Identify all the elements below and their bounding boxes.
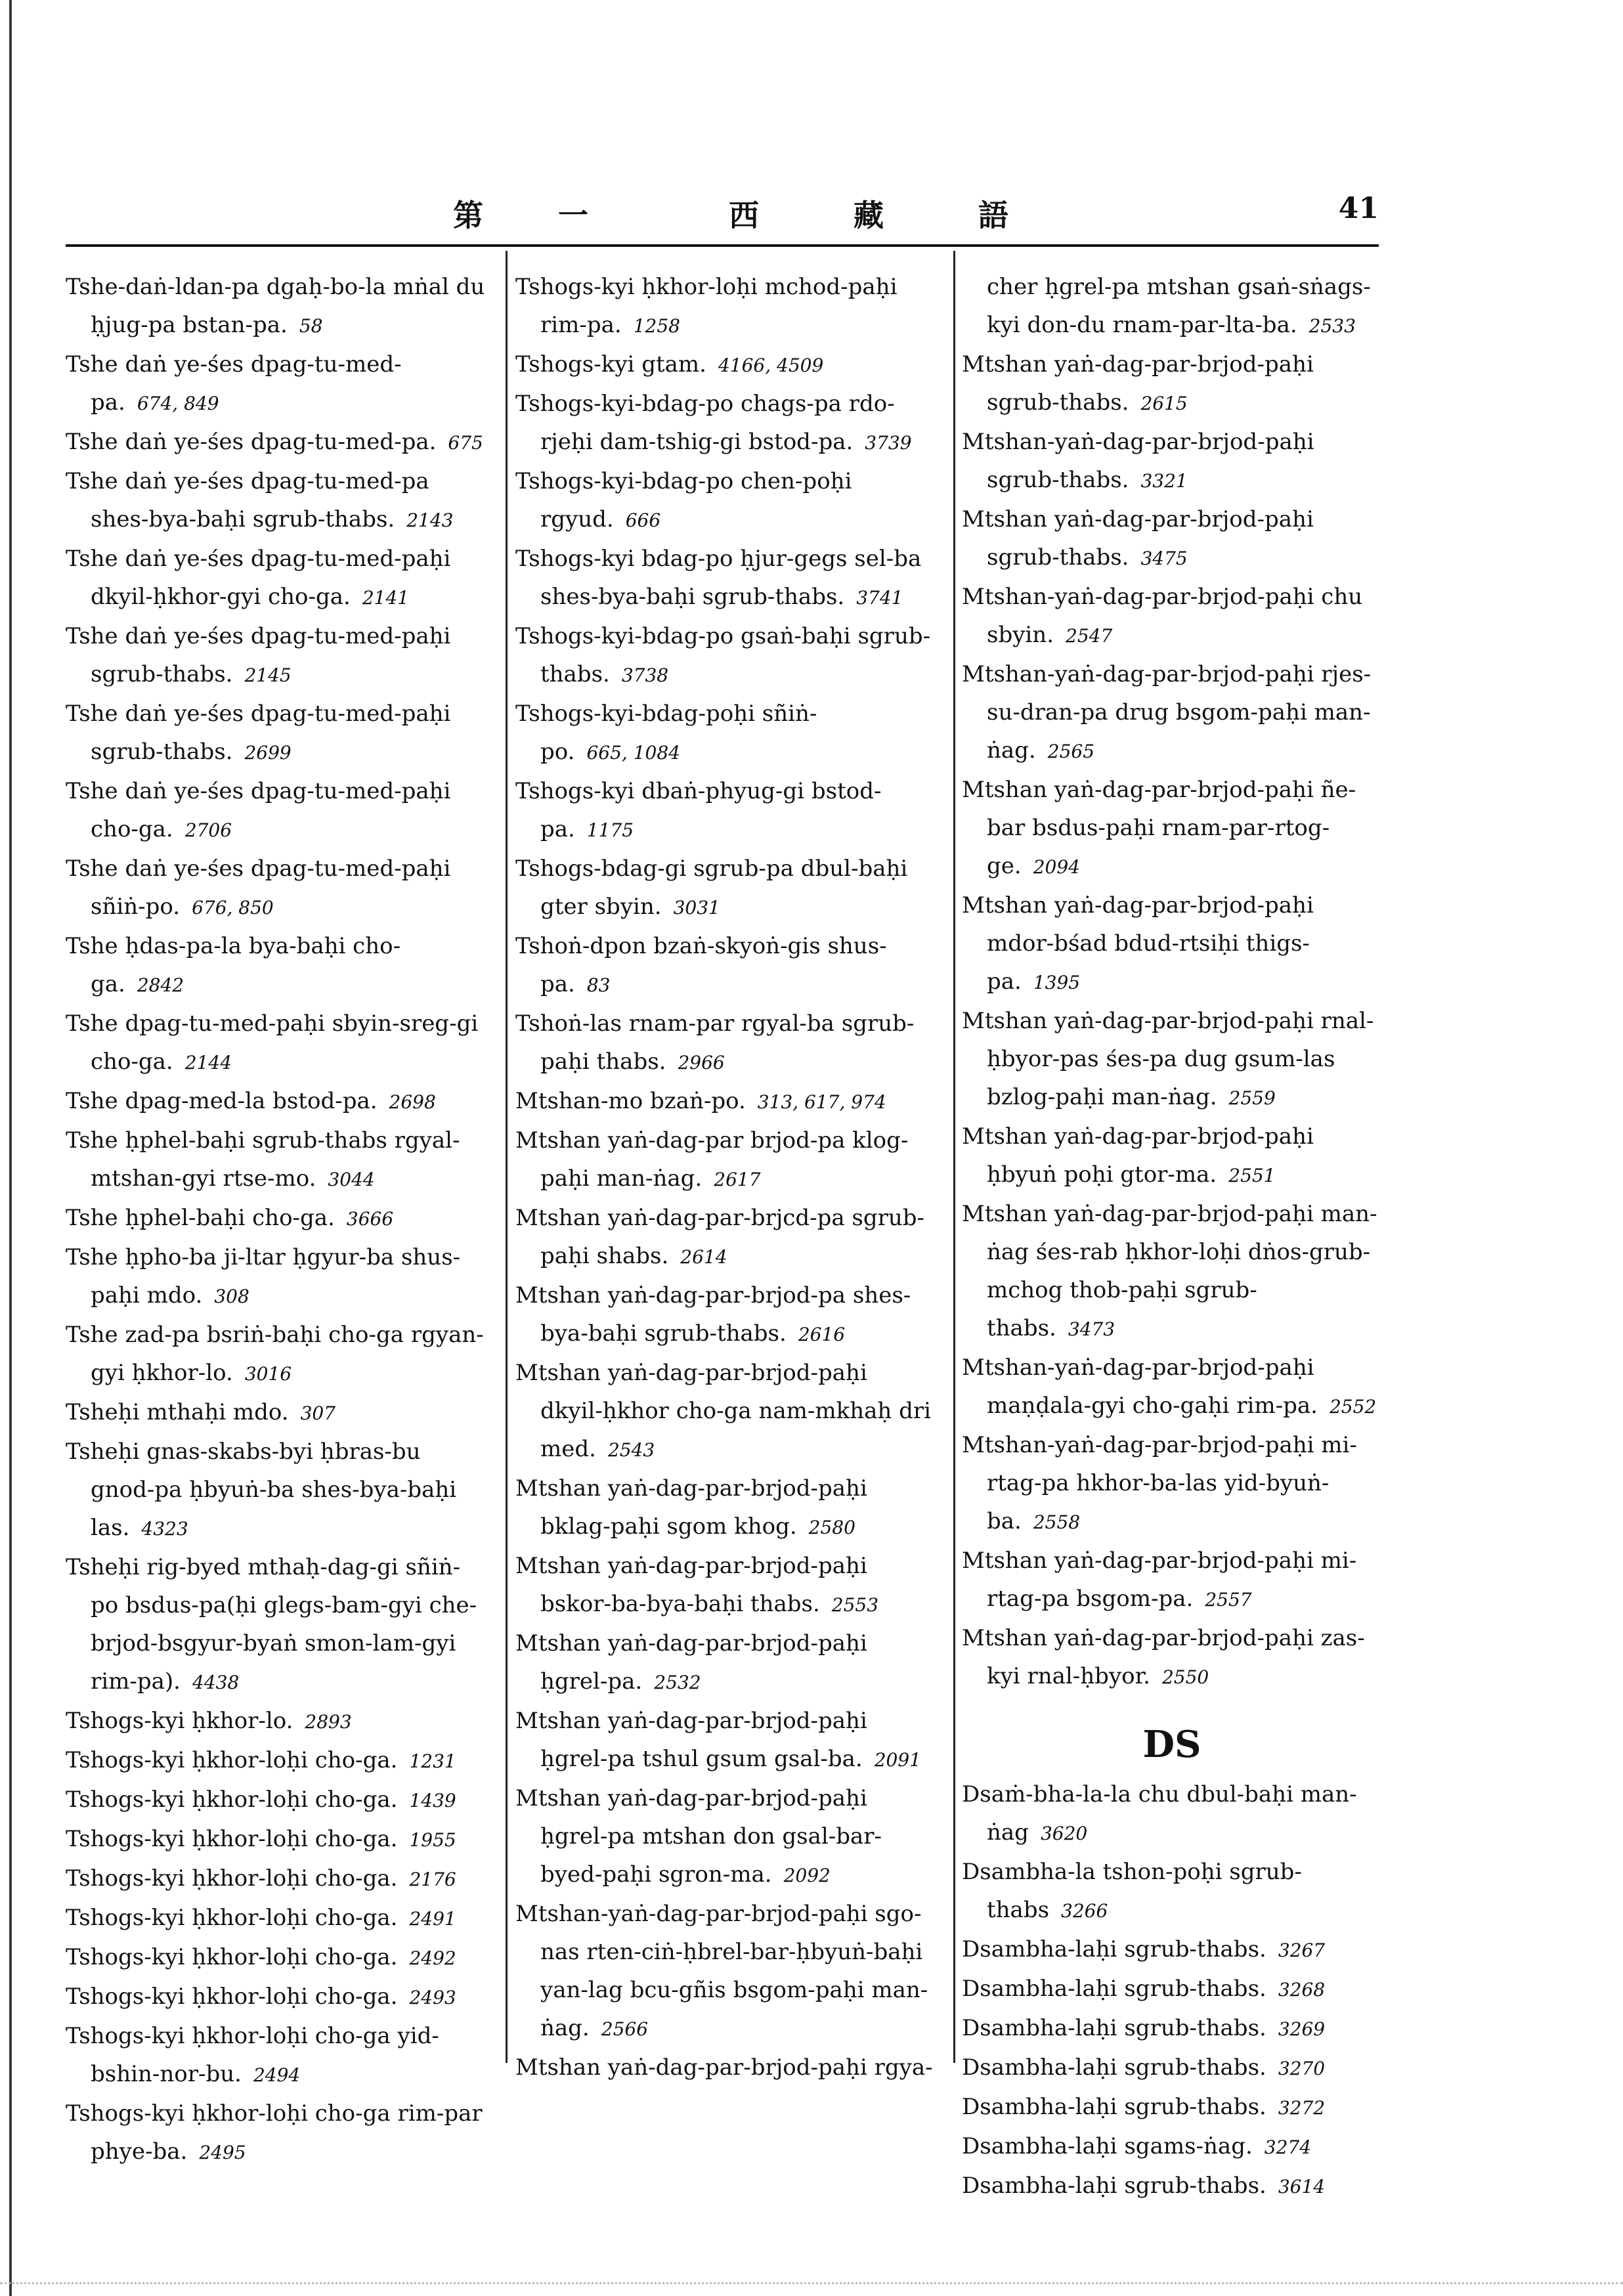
entry-title: Tshe daṅ ye-śes dpag-tu-med-paḥi sgrub-thabs. <box>66 623 451 687</box>
index-entry <box>66 423 486 462</box>
index-entry <box>962 1002 1382 1117</box>
entry-number: 1955 <box>409 1829 456 1851</box>
entry-number: 3044 <box>328 1169 375 1190</box>
entry-title: Mtshan yaṅ-dag-par-brjod-paḥi zas-kyi rnal-ḥbyor. <box>962 1625 1365 1689</box>
entry-title: Tshogs-kyi-bdag-poḥi sñiṅ-po. <box>515 701 817 765</box>
entry-title: Tsheḥi mthaḥi mdo. <box>66 1399 289 1425</box>
entry-title: Mtshan-yaṅ-dag-par-brjod-paḥi sgrub-thabs. <box>962 429 1314 493</box>
entry-title: Tshe ḥphel-baḥi sgrub-thabs rgyal-mtshan-gyi rtse-mo. <box>66 1127 460 1192</box>
entry-title: Tshogs-kyi ḥkhor-loḥi cho-ga. <box>66 1944 398 1970</box>
index-entry <box>515 385 936 462</box>
entry-title: Dsambha-laḥi sgrub-thabs. <box>962 1936 1266 1962</box>
entry-number: 2176 <box>409 1869 456 1890</box>
entry-number: 3475 <box>1140 548 1188 569</box>
entry-title: Tshogs-kyi ḥkhor-loḥi cho-ga. <box>66 1826 398 1852</box>
entry-number: 2091 <box>874 1749 921 1771</box>
entry-number: 2557 <box>1205 1589 1252 1611</box>
entry-title: Tshogs-kyi ḥkhor-loḥi cho-ga. <box>66 1905 398 1931</box>
entry-title: Mtshan yaṅ-dag-par-brjcd-pa sgrub-paḥi shabs. <box>515 1205 925 1269</box>
entry-number: 4166, 4509 <box>718 355 824 376</box>
entry-number: 83 <box>586 974 611 996</box>
index-column-1 <box>66 268 486 2172</box>
entry-title: Mtshan-yaṅ-dag-par-brjod-paḥi maṇḍala-gyi cho-gaḥi rim-pa. <box>962 1354 1318 1419</box>
entry-title: Tshogs-kyi ḥkhor-loḥi mchod-paḥi rim-pa. <box>515 274 898 338</box>
entry-title: Dsambha-laḥi sgrub-thabs. <box>962 2173 1266 2199</box>
entry-number: 2842 <box>137 974 184 996</box>
header-char: 語 <box>978 198 1008 233</box>
column-divider <box>506 251 508 2063</box>
entry-number: 3274 <box>1264 2136 1312 2158</box>
entry-number: 308 <box>214 1286 249 1307</box>
entry-number: 666 <box>625 509 661 531</box>
entry-title: Mtshan yaṅ-dag-par-brjod-paḥi mi-rtag-pa bsgom-pa. <box>962 1548 1357 1612</box>
entry-number: 2550 <box>1161 1666 1209 1688</box>
index-entry <box>66 1199 486 1238</box>
index-entry <box>515 617 936 695</box>
index-entry <box>515 1276 936 1354</box>
index-entry <box>962 268 1382 345</box>
entry-title: Tshogs-kyi ḥkhor-loḥi cho-ga. <box>66 1787 398 1813</box>
entry-title: Dsambha-laḥi sgrub-thabs. <box>962 2054 1266 2081</box>
entry-number: 2533 <box>1309 315 1356 337</box>
index-entry <box>515 1199 936 1276</box>
index-entry <box>66 2017 486 2094</box>
entry-title: Mtshan yaṅ-dag-par-brjod-paḥi bskor-ba-bya-baḥi thabs. <box>515 1553 867 1617</box>
entry-title: Tshogs-kyi ḥkhor-lo. <box>66 1708 293 1734</box>
entry-title: Dsambha-laḥi sgrub-thabs. <box>962 1976 1266 2002</box>
index-entry <box>66 1121 486 1199</box>
entry-title: Tshogs-kyi ḥkhor-loḥi cho-ga rim-par phye-ba. <box>66 2100 483 2165</box>
entry-title: Mtshan yaṅ-dag-par-brjod-paḥi ḥgrel-pa. <box>515 1630 867 1695</box>
index-column-3 <box>962 268 1382 2206</box>
entry-title: Tshe-daṅ-ldan-pa dgaḥ-bo-la mṅal du ḥjug-pa bstan-pa. <box>66 274 485 338</box>
entry-title: Tshe dpag-tu-med-paḥi sbyin-sreg-gi cho-ga. <box>66 1010 479 1075</box>
entry-number: 1231 <box>409 1750 456 1772</box>
index-entry <box>515 1547 936 1624</box>
index-entry <box>515 462 936 540</box>
index-entry <box>66 617 486 695</box>
index-entry <box>66 850 486 927</box>
entry-title: Mtshan yaṅ-dag-par-brjod-paḥi ḥbyuṅ poḥi gtor-ma. <box>962 1123 1314 1188</box>
index-entry <box>962 1195 1382 1349</box>
header-char: 藏 <box>854 198 884 233</box>
index-entry <box>66 1741 486 1781</box>
entry-number: 3031 <box>673 897 720 919</box>
index-entry <box>515 540 936 617</box>
index-entry <box>66 1393 486 1433</box>
entry-title: Tshe daṅ ye-śes dpag-tu-med-paḥi cho-ga. <box>66 778 451 842</box>
index-entry <box>962 1619 1382 1697</box>
entry-number: 2614 <box>680 1246 727 1268</box>
entry-number: 313, 617, 974 <box>757 1091 886 1113</box>
index-entry <box>962 423 1382 500</box>
header-char: 一 <box>558 198 588 233</box>
index-entry <box>962 1349 1382 1426</box>
index-entry <box>962 2009 1382 2048</box>
index-entry <box>66 1702 486 1741</box>
entry-title: Tshogs-kyi ḥkhor-loḥi cho-ga yid-bshin-nor-bu. <box>66 2023 439 2087</box>
index-entry <box>962 771 1382 886</box>
entry-title: Dsambha-laḥi sgams-ṅag. <box>962 2133 1253 2159</box>
entry-number: 3614 <box>1278 2176 1326 2198</box>
index-entry <box>66 1938 486 1978</box>
entry-number: 2493 <box>409 1987 456 2008</box>
index-entry <box>66 1781 486 1820</box>
entry-title: Tshogs-kyi-bdag-po chen-poḥi rgyud. <box>515 468 852 532</box>
index-entry <box>515 1469 936 1547</box>
entry-number: 2144 <box>184 1052 232 1073</box>
entry-number: 2532 <box>654 1672 701 1693</box>
entry-title: Tshogs-bdag-gi sgrub-pa dbul-baḥi gter sbyin. <box>515 856 908 920</box>
entry-number: 3666 <box>346 1208 394 1230</box>
entry-title: Tshogs-kyi ḥkhor-loḥi cho-ga. <box>66 1865 398 1892</box>
index-entry <box>962 1542 1382 1619</box>
entry-title: Dsambha-laḥi sgrub-thabs. <box>962 2094 1266 2120</box>
entry-number: 2143 <box>406 509 454 531</box>
index-entry <box>962 1775 1382 1853</box>
index-entry <box>66 1899 486 1938</box>
index-entry <box>66 540 486 617</box>
index-entry <box>962 345 1382 423</box>
index-column-2 <box>515 268 936 2087</box>
entry-number: 1439 <box>409 1790 456 1811</box>
entry-title: Tshe ḥphel-baḥi cho-ga. <box>66 1205 335 1231</box>
entry-title: Tshogs-kyi-bdag-po gsaṅ-baḥi sgrub-thabs. <box>515 623 931 687</box>
index-entry <box>66 1082 486 1121</box>
index-entry <box>515 772 936 850</box>
entry-title: Mtshan-yaṅ-dag-par-brjod-paḥi chu sbyin. <box>962 584 1363 648</box>
index-entry <box>962 1970 1382 2009</box>
entry-title: Tshogs-kyi ḥkhor-loḥi cho-ga. <box>66 1747 398 1773</box>
entry-number: 675 <box>448 432 483 454</box>
entry-title: Tshoṅ-las rnam-par rgyal-ba sgrub-paḥi thabs. <box>515 1010 915 1075</box>
index-entry <box>66 1316 486 1393</box>
entry-number: 2698 <box>389 1091 436 1113</box>
entry-title: Tshe daṅ ye-śes dpag-tu-med-pa. <box>66 351 402 416</box>
entry-number: 2491 <box>409 1908 456 1930</box>
entry-number: 3620 <box>1040 1823 1088 1844</box>
entry-title: Mtshan yaṅ-dag-par-brjod-paḥi rnal-ḥbyor-pas śes-pa dug gsum-las bzlog-paḥi man-ṅag. <box>962 1008 1374 1110</box>
entry-title: Mtshan yaṅ-dag-par-brjod-paḥi sgrub-thabs. <box>962 506 1314 571</box>
index-entry <box>515 1895 936 2048</box>
entry-number: 2543 <box>607 1439 655 1461</box>
entry-number: 4323 <box>141 1518 188 1540</box>
entry-title: Mtshan yaṅ-dag-par brjod-pa klog-paḥi man-ṅag. <box>515 1127 909 1192</box>
entry-number: 2495 <box>199 2142 246 2163</box>
entry-number: 2141 <box>362 587 410 609</box>
entry-number: 2094 <box>1033 856 1080 878</box>
entry-title: Dsambha-la tshon-poḥi sgrub-thabs <box>962 1859 1302 1923</box>
entry-number: 3473 <box>1068 1318 1115 1340</box>
entry-number: 3739 <box>865 432 912 454</box>
entry-number: 2553 <box>831 1594 879 1616</box>
index-entry <box>962 1930 1382 1970</box>
entry-title: Mtshan yaṅ-dag-par-brjod-paḥi mdor-bśad bdud-rtsiḥi thigs-pa. <box>962 892 1314 995</box>
entry-number: 3267 <box>1278 1939 1326 1961</box>
entry-number: 2559 <box>1228 1087 1276 1109</box>
column-divider <box>953 251 955 2063</box>
entry-title: Tshogs-kyi ḥkhor-loḥi cho-ga. <box>66 1983 398 2010</box>
index-entry <box>962 1426 1382 1542</box>
entry-number: 3016 <box>244 1363 292 1385</box>
index-entry <box>66 927 486 1005</box>
entry-title: Mtshan yaṅ-dag-par-brjod-paḥi ḥgrel-pa mtshan don gsal-bar-byed-paḥi sgron-ma. <box>515 1785 882 1888</box>
entry-number: 2617 <box>714 1169 761 1190</box>
index-entry <box>515 1702 936 1779</box>
index-entry <box>515 1082 936 1121</box>
entry-title: Tshogs-kyi-bdag-po chags-pa rdo-rjeḥi dam-tshig-gi bstod-pa. <box>515 391 895 455</box>
entry-number: 2966 <box>678 1052 725 1073</box>
index-entry <box>515 1624 936 1702</box>
index-entry <box>515 1005 936 1082</box>
entry-number: 2893 <box>305 1711 352 1733</box>
entry-number: 1258 <box>633 315 680 337</box>
index-entry <box>515 1779 936 1895</box>
index-entry <box>962 500 1382 578</box>
entry-title: Tshe daṅ ye-śes dpag-tu-med-paḥi sgrub-thabs. <box>66 701 451 765</box>
index-entry <box>66 1978 486 2017</box>
entry-number: 2092 <box>783 1865 831 1886</box>
index-entry <box>515 268 936 345</box>
entry-title: Tsheḥi rig-byed mthaḥ-dag-gi sñiṅ-po bsdus-pa(ḥi glegs-bam-gyi che-brjod-bsgyur-byaṅ smon-lam-gyi rim-pa). <box>66 1554 477 1695</box>
entry-title: Mtshan yaṅ-dag-par-brjod-paḥi ñe-bar bsdus-paḥi rnam-par-rtog-ge. <box>962 777 1356 879</box>
entry-title: Mtshan-yaṅ-dag-par-brjod-paḥi rjes-su-dran-pa drug bsgom-paḥi man-ṅag. <box>962 661 1372 764</box>
index-entry <box>962 2048 1382 2088</box>
entry-number: 2706 <box>184 819 232 841</box>
entry-title: Mtshan yaṅ-dag-par-brjod-paḥi sgrub-thabs. <box>962 351 1314 416</box>
index-entry <box>962 1117 1382 1195</box>
entry-title: Tshe daṅ ye-śes dpag-tu-med-pa shes-bya-baḥi sgrub-thabs. <box>66 468 429 532</box>
entry-title: Mtshan yaṅ-dag-par-brjod-paḥi man-ṅag śes-rab ḥkhor-loḥi dṅos-grub-mchog thob-paḥi sgrub-thabs. <box>962 1201 1377 1341</box>
entry-title: Tshe daṅ ye-śes dpag-tu-med-paḥi dkyil-ḥkhor-gyi cho-ga. <box>66 546 451 610</box>
entry-title: Mtshan yaṅ-dag-par-brjod-paḥi rgya- <box>515 2054 933 2081</box>
entry-number: 3269 <box>1278 2018 1326 2040</box>
index-entry <box>515 695 936 772</box>
entry-number: 3321 <box>1140 470 1188 492</box>
entry-title: Tshe ḥdas-pa-la bya-baḥi cho-ga. <box>66 933 401 997</box>
entry-title: Tshogs-kyi gtam. <box>515 351 706 378</box>
entry-number: 676, 850 <box>192 897 274 919</box>
entry-title: Mtshan-mo bzaṅ-po. <box>515 1088 746 1114</box>
entry-title: Tshe daṅ ye-śes dpag-tu-med-pa. <box>66 429 437 455</box>
entry-number: 3268 <box>1278 1979 1326 2001</box>
entry-number: 3738 <box>621 664 669 686</box>
index-entry <box>962 1853 1382 1930</box>
entry-title: Mtshan yaṅ-dag-par-brjod-paḥi ḥgrel-pa tshul gsum gsal-ba. <box>515 1708 867 1772</box>
entry-number: 2494 <box>253 2064 301 2086</box>
entry-title: Dsambha-laḥi sgrub-thabs. <box>962 2015 1266 2041</box>
header-char: 第 <box>453 198 483 233</box>
entry-title: Tshoṅ-dpon bzaṅ-skyoṅ-gis shus-pa. <box>515 933 887 997</box>
entry-number: 2145 <box>244 664 292 686</box>
entry-number: 1175 <box>586 819 634 841</box>
entry-title: Mtshan yaṅ-dag-par-brjod-paḥi dkyil-ḥkhor cho-ga nam-mkhaḥ dri med. <box>515 1360 931 1462</box>
index-entry <box>66 772 486 850</box>
entry-number: 2492 <box>409 1947 456 1969</box>
index-entry <box>66 345 486 423</box>
entry-number: 3741 <box>856 587 903 609</box>
entry-title: Tshogs-kyi dbaṅ-phyug-gi bstod-pa. <box>515 778 882 842</box>
entry-number: 3270 <box>1278 2058 1326 2079</box>
index-entry <box>515 345 936 385</box>
index-entry <box>962 655 1382 771</box>
running-header <box>66 192 1379 251</box>
header-char: 西 <box>729 198 759 233</box>
entry-title: Tshe dpag-med-la bstod-pa. <box>66 1088 378 1114</box>
index-entry <box>515 850 936 927</box>
index-entry <box>66 1433 486 1548</box>
entry-number: 4438 <box>192 1672 240 1693</box>
binding-edge <box>9 0 12 2296</box>
index-entry <box>66 268 486 345</box>
index-entry <box>515 1121 936 1199</box>
entry-number: 3272 <box>1278 2097 1326 2119</box>
entry-number: 1395 <box>1033 972 1081 993</box>
index-entry <box>962 2127 1382 2167</box>
entry-title: Dsaṁ-bha-la-la chu dbul-baḥi man-ṅag <box>962 1781 1357 1846</box>
entry-title: Mtshan yaṅ-dag-par-brjod-paḥi bklag-paḥi sgom khog. <box>515 1475 867 1540</box>
entry-number: 3266 <box>1061 1900 1108 1922</box>
entry-number: 2699 <box>244 742 292 764</box>
entry-title: Tsheḥi gnas-skabs-byi ḥbras-bu gnod-pa ḥbyuṅ-ba shes-bya-baḥi las. <box>66 1439 457 1541</box>
entry-number: 58 <box>299 315 323 337</box>
entry-number: 2580 <box>808 1517 855 1538</box>
entry-title: Tshogs-kyi bdag-po ḥjur-gegs sel-ba shes-bya-baḥi sgrub-thabs. <box>515 546 922 610</box>
entry-number: 674, 849 <box>137 393 219 414</box>
entry-title: Tshe zad-pa bsriṅ-baḥi cho-ga rgyan-gyi ḥkhor-lo. <box>66 1322 484 1386</box>
entry-number: 665, 1084 <box>586 742 680 764</box>
entry-title: Mtshan yaṅ-dag-par-brjod-pa shes-bya-baḥi sgrub-thabs. <box>515 1282 911 1347</box>
entry-number: 2558 <box>1033 1511 1081 1533</box>
entry-number: 2547 <box>1066 625 1113 647</box>
entry-number: 2551 <box>1228 1165 1276 1186</box>
index-entry <box>66 1548 486 1702</box>
index-entry <box>66 462 486 540</box>
index-entry <box>962 578 1382 655</box>
entry-title: Tshe ḥpho-ba ji-ltar ḥgyur-ba shus-paḥi mdo. <box>66 1244 461 1309</box>
entry-number: 2566 <box>601 2018 649 2040</box>
index-entry <box>66 695 486 772</box>
header-rule <box>66 244 1379 247</box>
entry-title: Tshe daṅ ye-śes dpag-tu-med-paḥi sñiṅ-po. <box>66 856 451 920</box>
index-entry <box>66 1859 486 1899</box>
index-entry <box>962 2167 1382 2206</box>
entry-number: 2615 <box>1140 393 1188 414</box>
index-entry <box>962 2088 1382 2127</box>
entry-number: 2616 <box>798 1324 846 1345</box>
index-entry <box>66 1238 486 1316</box>
page-bottom-edge <box>0 2278 1623 2284</box>
index-entry <box>515 2048 936 2087</box>
entry-number: 2552 <box>1329 1396 1377 1418</box>
index-entry <box>66 2094 486 2172</box>
index-entry <box>962 886 1382 1002</box>
page-number: 41 <box>1338 192 1379 225</box>
section-heading: DS <box>1142 1723 1201 1766</box>
index-entry <box>66 1005 486 1082</box>
index-entry <box>66 1820 486 1859</box>
entry-title: Mtshan-yaṅ-dag-par-brjod-paḥi mi-rtag-pa hkhor-ba-las yid-byuṅ-ba. <box>962 1432 1357 1534</box>
entry-number: 307 <box>300 1402 336 1424</box>
index-entry <box>515 927 936 1005</box>
entry-number: 2565 <box>1047 741 1095 762</box>
entry-title: cher ḥgrel-pa mtshan gsaṅ-sṅags-kyi don-du rnam-par-lta-ba. <box>987 274 1371 338</box>
index-entry <box>515 1354 936 1469</box>
entry-title: Mtshan-yaṅ-dag-par-brjod-paḥi sgo-nas rten-ciṅ-ḥbrel-bar-ḥbyuṅ-baḥi yan-lag bcu-gñis bsgom-paḥi man-ṅag. <box>515 1901 928 2041</box>
